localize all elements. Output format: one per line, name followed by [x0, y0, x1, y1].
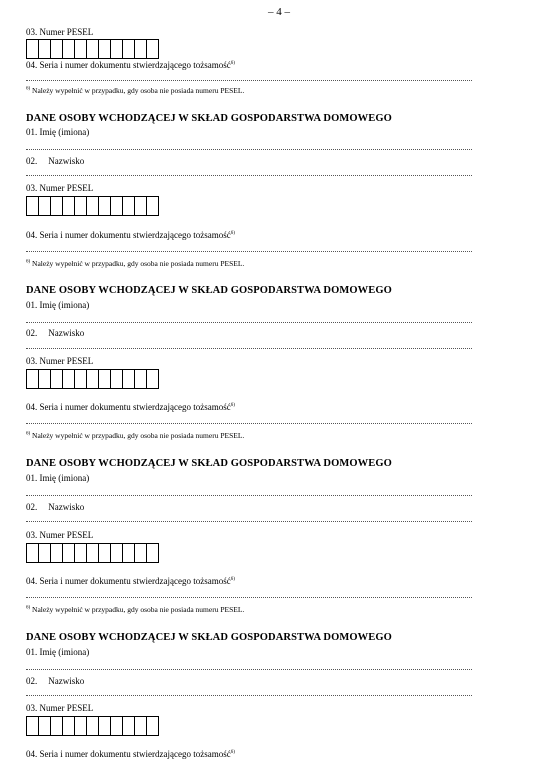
pesel-field[interactable] — [26, 196, 158, 214]
footnote: $^{6)}$ Należy wypełnić w przypadku, gdy osoba nie posiada numeru PESEL. — [26, 605, 245, 614]
last-name-input-line[interactable] — [26, 695, 472, 696]
document-label: 04. Seria i numer dokumentu stwierdzającego tożsamość$^{6)}$ — [26, 576, 235, 586]
document-input-line[interactable] — [26, 251, 472, 252]
pesel-label: 03. Numer PESEL — [26, 356, 94, 366]
pesel-digit-box[interactable] — [146, 369, 159, 389]
last-name-label: 02. Nazwisko — [26, 156, 85, 166]
last-name-label: 02. Nazwisko — [26, 328, 85, 338]
pesel-label: 03. Numer PESEL — [26, 703, 94, 713]
document-label: 04. Seria i numer dokumentu stwierdzającego tożsamość$^{6)}$ — [26, 749, 235, 759]
pesel-digit-box[interactable] — [146, 716, 159, 736]
last-name-input-line[interactable] — [26, 348, 472, 349]
first-name-input-line[interactable] — [26, 669, 472, 670]
first-name-label: 01. Imię (imiona) — [26, 473, 90, 483]
document-input-line[interactable] — [26, 597, 472, 598]
first-name-input-line[interactable] — [26, 322, 472, 323]
pesel-field[interactable] — [26, 543, 158, 561]
first-name-input-line[interactable] — [26, 495, 472, 496]
first-name-label: 01. Imię (imiona) — [26, 127, 90, 137]
section-heading: DANE OSOBY WCHODZĄCEJ W SKŁAD GOSPODARSTWA DOMOWEGO — [26, 285, 392, 296]
document-label: 04. Seria i numer dokumentu stwierdzającego tożsamość$^{6)}$ — [26, 60, 235, 70]
page-number: – 4 – — [268, 6, 290, 18]
section-heading: DANE OSOBY WCHODZĄCEJ W SKŁAD GOSPODARSTWA DOMOWEGO — [26, 458, 392, 469]
document-input-line[interactable] — [26, 80, 472, 81]
section-heading: DANE OSOBY WCHODZĄCEJ W SKŁAD GOSPODARSTWA DOMOWEGO — [26, 113, 392, 124]
pesel-digit-box[interactable] — [146, 543, 159, 563]
last-name-label: 02. Nazwisko — [26, 502, 85, 512]
document-label: 04. Seria i numer dokumentu stwierdzającego tożsamość$^{6)}$ — [26, 402, 235, 412]
footnote: $^{6)}$ Należy wypełnić w przypadku, gdy osoba nie posiada numeru PESEL. — [26, 431, 245, 440]
pesel-label: 03. Numer PESEL — [26, 27, 94, 37]
last-name-input-line[interactable] — [26, 521, 472, 522]
pesel-field[interactable] — [26, 716, 158, 734]
section-heading: DANE OSOBY WCHODZĄCEJ W SKŁAD GOSPODARSTWA DOMOWEGO — [26, 632, 392, 643]
footnote: $^{6)}$ Należy wypełnić w przypadku, gdy osoba nie posiada numeru PESEL. — [26, 86, 245, 95]
footnote: $^{6)}$ Należy wypełnić w przypadku, gdy osoba nie posiada numeru PESEL. — [26, 259, 245, 268]
first-name-label: 01. Imię (imiona) — [26, 647, 90, 657]
document-input-line[interactable] — [26, 423, 472, 424]
pesel-field[interactable] — [26, 39, 158, 57]
first-name-input-line[interactable] — [26, 149, 472, 150]
pesel-field[interactable] — [26, 369, 158, 387]
document-label: 04. Seria i numer dokumentu stwierdzającego tożsamość$^{6)}$ — [26, 230, 235, 240]
pesel-digit-box[interactable] — [146, 39, 159, 59]
pesel-digit-box[interactable] — [146, 196, 159, 216]
last-name-input-line[interactable] — [26, 175, 472, 176]
pesel-label: 03. Numer PESEL — [26, 530, 94, 540]
first-name-label: 01. Imię (imiona) — [26, 300, 90, 310]
pesel-label: 03. Numer PESEL — [26, 183, 94, 193]
last-name-label: 02. Nazwisko — [26, 676, 85, 686]
